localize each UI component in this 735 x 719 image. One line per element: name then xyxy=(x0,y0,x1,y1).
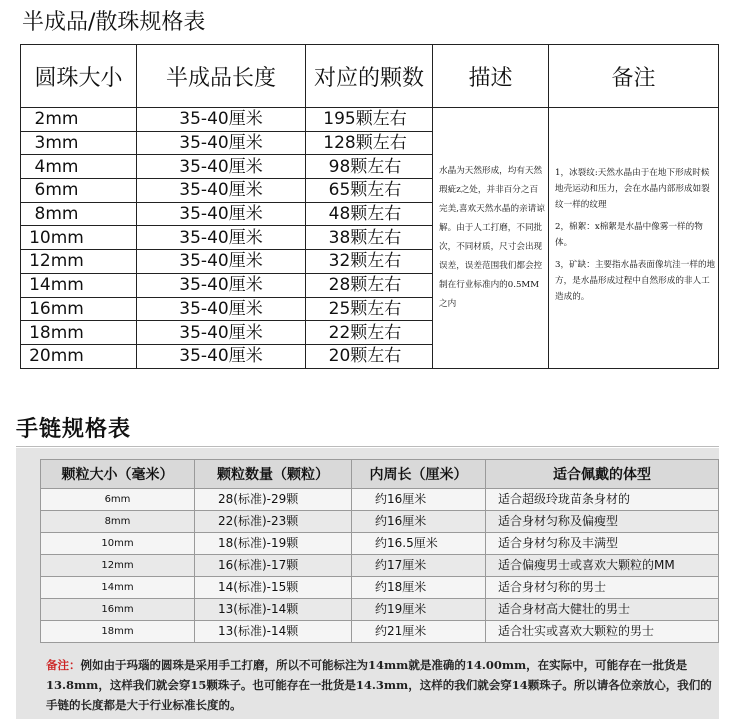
header-description: 描述 xyxy=(433,45,549,108)
length-cell: 35-40厘米 xyxy=(137,179,306,203)
body-type-cell: 适合超级玲珑苗条身材的 xyxy=(486,489,719,511)
particle-count-cell: 13(标准)-14颗 xyxy=(195,599,352,621)
bead-size-cell: 10mm xyxy=(21,226,137,250)
remark-label: 备注： xyxy=(46,658,81,672)
length-cell: 35-40厘米 xyxy=(137,297,306,321)
particle-count-cell: 22(标准)-23颗 xyxy=(195,511,352,533)
count-cell: 65颗左右 xyxy=(306,179,433,203)
count-cell: 28颗左右 xyxy=(306,273,433,297)
circumference-cell: 约21厘米 xyxy=(352,621,486,643)
length-cell: 35-40厘米 xyxy=(137,273,306,297)
circumference-cell: 约18厘米 xyxy=(352,577,486,599)
length-cell: 35-40厘米 xyxy=(137,108,306,132)
header-length: 半成品长度 xyxy=(137,45,306,108)
particle-count-cell: 14(标准)-15颗 xyxy=(195,577,352,599)
loose-beads-table xyxy=(20,44,719,369)
particle-count-cell: 13(标准)-14颗 xyxy=(195,621,352,643)
note-item: 2，棉絮：x棉絮是水晶中像雾一样的物体。 xyxy=(555,221,703,248)
body-type-cell: 适合身材匀称的男士 xyxy=(486,577,719,599)
table-row xyxy=(41,577,719,599)
count-cell: 32颗左右 xyxy=(306,250,433,274)
loose-beads-title: 半成品/散珠规格表 xyxy=(22,10,206,35)
header-bead-size: 圆珠大小 xyxy=(21,45,137,108)
table-row xyxy=(41,555,719,577)
table-row xyxy=(41,599,719,621)
bead-size-cell: 16mm xyxy=(21,297,137,321)
note-item: 1，冰裂纹:天然水晶由于在地下形成时候地壳运动和压力，会在水晶内部形成如裂纹一样的纹理 xyxy=(555,167,710,210)
bead-size-cell: 12mm xyxy=(21,250,137,274)
particle-size-cell: 8mm xyxy=(41,511,195,533)
table-row xyxy=(41,533,719,555)
header-count: 对应的颗数 xyxy=(306,45,433,108)
length-cell: 35-40厘米 xyxy=(137,155,306,179)
header-particle-size: 颗粒大小（毫米） xyxy=(41,460,195,489)
bracelet-header-row xyxy=(41,460,719,489)
count-cell: 128颗左右 xyxy=(306,131,433,155)
circumference-cell: 约17厘米 xyxy=(352,555,486,577)
count-cell: 38颗左右 xyxy=(306,226,433,250)
length-cell: 35-40厘米 xyxy=(137,226,306,250)
bead-size-cell: 14mm xyxy=(21,273,137,297)
bead-size-cell: 8mm xyxy=(21,202,137,226)
count-cell: 22颗左右 xyxy=(306,321,433,345)
length-cell: 35-40厘米 xyxy=(137,202,306,226)
count-cell: 20颗左右 xyxy=(306,344,433,368)
loose-beads-header-row xyxy=(21,45,719,108)
count-cell: 48颗左右 xyxy=(306,202,433,226)
circumference-cell: 约19厘米 xyxy=(352,599,486,621)
particle-size-cell: 10mm xyxy=(41,533,195,555)
remark-text: 例如由于玛瑙的圆珠是采用手工打磨，所以不可能标注为14mm就是准确的14.00mm，在实际中，可能存在一批货是13.8mm，这样我们就会穿15颗珠子。也可能存在一批货是14.3mm，这样的我们就会穿14颗珠子。所以请各位亲放心，我们的手链的长度都是大于行业标准长度的。 xyxy=(46,658,712,712)
bead-size-cell: 3mm xyxy=(21,131,137,155)
bead-size-cell: 6mm xyxy=(21,179,137,203)
body-type-cell: 适合身材匀称及丰满型 xyxy=(486,533,719,555)
table-row xyxy=(41,621,719,643)
bracelet-table xyxy=(40,459,719,643)
header-body-type: 适合佩戴的体型 xyxy=(486,460,719,489)
header-particle-count: 颗粒数量（颗粒） xyxy=(195,460,352,489)
particle-count-cell: 18(标准)-19颗 xyxy=(195,533,352,555)
particle-size-cell: 12mm xyxy=(41,555,195,577)
particle-count-cell: 16(标准)-17颗 xyxy=(195,555,352,577)
bracelet-remark xyxy=(46,655,714,715)
length-cell: 35-40厘米 xyxy=(137,131,306,155)
bead-size-cell: 20mm xyxy=(21,344,137,368)
table-row xyxy=(41,489,719,511)
length-cell: 35-40厘米 xyxy=(137,250,306,274)
body-type-cell: 适合偏瘦男士或喜欢大颗粒的MM xyxy=(486,555,719,577)
count-cell: 98颗左右 xyxy=(306,155,433,179)
particle-size-cell: 14mm xyxy=(41,577,195,599)
table-row xyxy=(21,108,719,132)
count-cell: 195颗左右 xyxy=(306,108,433,132)
length-cell: 35-40厘米 xyxy=(137,344,306,368)
bead-size-cell: 2mm xyxy=(21,108,137,132)
header-notes: 备注 xyxy=(549,45,719,108)
length-cell: 35-40厘米 xyxy=(137,321,306,345)
section-divider xyxy=(16,446,719,447)
bead-size-cell: 4mm xyxy=(21,155,137,179)
table-row xyxy=(41,511,719,533)
circumference-cell: 约16厘米 xyxy=(352,489,486,511)
body-type-cell: 适合壮实或喜欢大颗粒的男士 xyxy=(486,621,719,643)
body-type-cell: 适合身材匀称及偏瘦型 xyxy=(486,511,719,533)
body-type-cell: 适合身材高大健壮的男士 xyxy=(486,599,719,621)
circumference-cell: 约16.5厘米 xyxy=(352,533,486,555)
count-cell: 25颗左右 xyxy=(306,297,433,321)
circumference-cell: 约16厘米 xyxy=(352,511,486,533)
description-text: 水晶为天然形成，均有天然瑕疵z之处，并非百分之百完美,喜欢天然水晶的亲请谅解。由于人工打磨，不同批次，不同材质，尺寸会出现误差，误差范围我们都会控制在行业标准内的0.5MM之内 xyxy=(433,108,549,369)
bead-size-cell: 18mm xyxy=(21,321,137,345)
particle-size-cell: 6mm xyxy=(41,489,195,511)
bracelet-title: 手链规格表 xyxy=(16,417,132,442)
particle-size-cell: 18mm xyxy=(41,621,195,643)
notes-cell xyxy=(549,108,719,369)
particle-size-cell: 16mm xyxy=(41,599,195,621)
header-circumference: 内周长（厘米） xyxy=(352,460,486,489)
note-item: 3，矿缺：主要指水晶表面像坑洼一样的地方，是水晶形成过程中自然形成的非人工造成的。 xyxy=(555,259,716,302)
particle-count-cell: 28(标准)-29颗 xyxy=(195,489,352,511)
